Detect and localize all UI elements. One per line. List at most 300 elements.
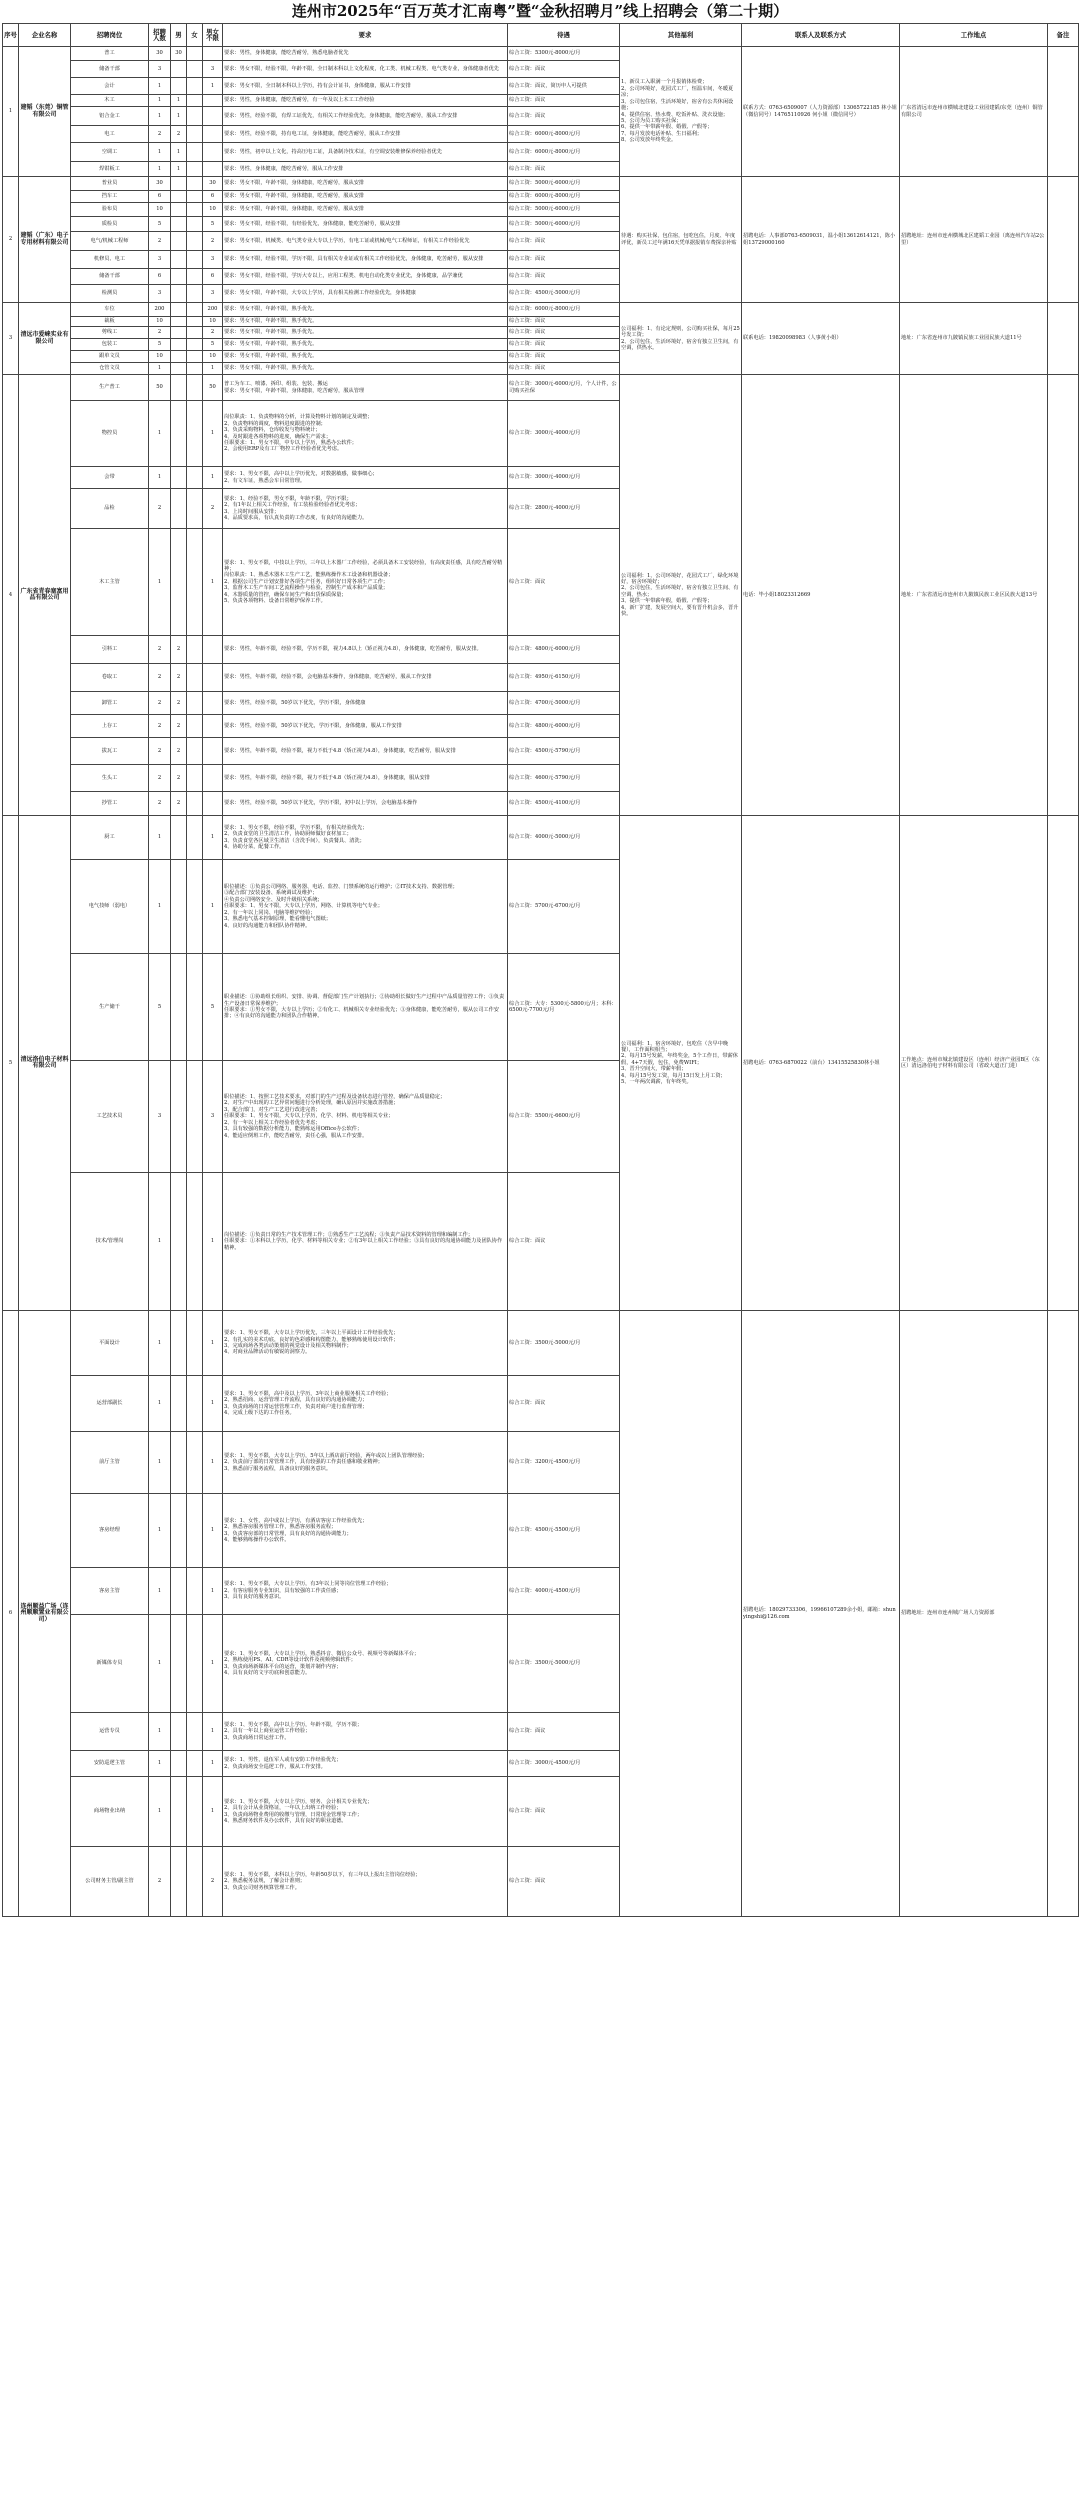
- position-male: 2: [171, 715, 187, 738]
- position-male: [171, 61, 187, 78]
- position-title: 品检: [71, 489, 149, 529]
- position-requirements: 要求：1、男女不限，大专以上学历优先，三年以上平面设计工作经验优先； 2、有扎实的美术功底，良好的色彩感和构图能力，能够熟练使用设计软件； 3、完成商场各类活动策划的视觉设计及相关物料制作； 4、对商业品牌活动有敏锐的洞察力。: [223, 1311, 508, 1376]
- position-title: 商场物业出纳: [71, 1777, 149, 1847]
- position-male: [171, 363, 187, 375]
- position-title: 物控员: [71, 401, 149, 467]
- position-requirements: 要求：男性，年龄不限，经验不限，视力不低于4.8（矫正视力4.8），身体健康，服从安排: [223, 765, 508, 792]
- position-total: 2: [149, 126, 171, 143]
- position-any-gender: 3: [203, 61, 223, 78]
- header-cell-benefits: 其他福利: [620, 24, 742, 47]
- header-cell-female: 女: [187, 24, 203, 47]
- position-requirements: 要求：男女不限，年龄不限，熟手优先。: [223, 351, 508, 363]
- position-title: 卸管工: [71, 692, 149, 715]
- position-female: [187, 232, 203, 251]
- position-total: 1: [149, 1615, 171, 1713]
- position-total: 6: [149, 191, 171, 203]
- position-female: [187, 816, 203, 860]
- position-male: [171, 1568, 187, 1615]
- company-number: 3: [3, 303, 19, 375]
- position-male: 2: [171, 792, 187, 816]
- position-title: 电气/机械工程师: [71, 232, 149, 251]
- position-any-gender: 6: [203, 191, 223, 203]
- position-requirements: 要求：1、男女不限，经验不限，学历不限，有相关经验优先； 2、负责食堂的卫生清洁工作，协助厨师做好食材加工； 3、负责食堂各区域卫生清洁（含洗手间），负责餐具、清洗； 4、协助分菜，配餐工作。: [223, 816, 508, 860]
- position-pay: 综合工资：5500元-6600元/月: [508, 1061, 620, 1173]
- position-pay: 综合工资：面议: [508, 1847, 620, 1917]
- position-any-gender: 1: [203, 816, 223, 860]
- position-requirements: 要求：男性，年龄不限，经验不限，学历不限，视力4.8以上（矫正视力4.8），身体健康，吃苦耐劳，服从安排。: [223, 636, 508, 664]
- position-female: [187, 715, 203, 738]
- position-male: [171, 816, 187, 860]
- position-title: 抄管工: [71, 792, 149, 816]
- position-title: 剪线工: [71, 327, 149, 339]
- table-body: [3, 47, 1079, 1917]
- position-title: 生产普工: [71, 375, 149, 401]
- position-any-gender: 3: [203, 285, 223, 303]
- position-title: 木工主管: [71, 529, 149, 636]
- position-requirements: 要求：男女不限，机械类、电气类专业大专以上学历，有电工证或机械/电气工程师证，有相关工作经验优先: [223, 232, 508, 251]
- position-requirements: 要求：1、男女不限，大专以上学历，熟悉抖音、微信公众号、视频号等新媒体平台； 2、熟练使用PS、AI、CDR等设计软件及视频剪辑软件； 3、负责商场新媒体平台的运营，策划并制作内容； 4、具有良好的文字功底和创意能力。: [223, 1615, 508, 1713]
- position-requirements: 职位描述：1、按照工艺技术要求，对部门的生产过程及设备状态进行管控，确保产品质量稳定； 2、对生产中出现的工艺异常问题进行分析处理，确认原因并实施改善措施； 3、配合部门，对生产工艺进行改进完善； 任职要求：1、男女不限，大专以上学历，化学、材料、机电等相关专业； 2、有一年以上相关工作经验者优先考虑； 3、具有较强的数据分析能力，能熟练运用Office办公软件； 4、能适应倒班工作，能吃苦耐劳，责任心强，服从工作安排。: [223, 1061, 508, 1173]
- table-row: [3, 47, 1079, 61]
- position-pay: 综合工资：面议: [508, 95, 620, 107]
- position-total: 5: [149, 339, 171, 351]
- position-requirements: 要求：1、男女不限，大专以上学历，5年以上酒店前厅经验，两年或以上团队管理经验； 2、负责前厅部的日常管理工作，具有较强的工作责任感和敬业精神； 3、熟悉前厅服务流程，具备良好的服务意识。: [223, 1432, 508, 1494]
- position-requirements: 要求：男女不限，年龄不限，身体健康，吃苦耐劳，服从安排: [223, 177, 508, 191]
- position-female: [187, 47, 203, 61]
- position-male: 2: [171, 126, 187, 143]
- position-total: 3: [149, 251, 171, 269]
- position-total: 1: [149, 143, 171, 162]
- company-remark: [1048, 816, 1079, 1311]
- position-female: [187, 317, 203, 327]
- position-pay: 综合工资：2800元-4000元/月: [508, 489, 620, 529]
- position-any-gender: [203, 636, 223, 664]
- table-row: [3, 375, 1079, 401]
- position-male: [171, 375, 187, 401]
- position-total: 2: [149, 692, 171, 715]
- company-contact: 联系方式：0763-6509007（人力资源部）13065722185 林小姐（微信同号）14765110926 何小姐（微信同号）: [742, 47, 900, 177]
- company-benefits: 公司福利：1、宿舍环境好，包吃住（含早中晚餐），工作面积相当； 2、每月15号发薪，年终奖金，5个工作日，带薪休假，4+7天假，包住，免费WIFI； 3、晋升空间大，带薪年假； 4、每月15号发工资，每月15日发上月工资； 5、一年两次调薪，有年终奖。: [620, 816, 742, 1311]
- position-title: 检测员: [71, 285, 149, 303]
- position-total: 1: [149, 529, 171, 636]
- position-pay: 综合工资：面议: [508, 339, 620, 351]
- position-pay: 综合工资：6000元-8000元/月: [508, 126, 620, 143]
- position-male: [171, 217, 187, 232]
- position-pay: 综合工资：3000元-6000元/月，个人计件，公司购买社保: [508, 375, 620, 401]
- position-female: [187, 401, 203, 467]
- position-title: 引料工: [71, 636, 149, 664]
- position-any-gender: 6: [203, 269, 223, 285]
- position-female: [187, 177, 203, 191]
- company-name: 清远市爱崃实业有限公司: [19, 303, 71, 375]
- position-title: 木工: [71, 95, 149, 107]
- header-cell-total: 招聘人数: [149, 24, 171, 47]
- position-female: [187, 1847, 203, 1917]
- position-total: 1: [149, 1432, 171, 1494]
- header-cell-pay: 待遇: [508, 24, 620, 47]
- company-contact: 电话：毕小姐18023312669: [742, 375, 900, 816]
- position-pay: 综合工资：4000元-5000元/月: [508, 816, 620, 860]
- position-female: [187, 107, 203, 126]
- position-requirements: 要求：男性，身体健康，能吃苦耐劳，熟悉电脑者优先: [223, 47, 508, 61]
- position-pay: 综合工资：4700元-5000元/月: [508, 692, 620, 715]
- position-any-gender: [203, 47, 223, 61]
- position-male: [171, 1751, 187, 1777]
- position-requirements: 要求：男女不限，年龄不限，熟手优先。: [223, 303, 508, 317]
- position-male: [171, 529, 187, 636]
- company-number: 6: [3, 1311, 19, 1917]
- position-total: 2: [149, 738, 171, 765]
- position-total: 2: [149, 232, 171, 251]
- company-number: 5: [3, 816, 19, 1311]
- position-title: 运营部副长: [71, 1376, 149, 1432]
- position-requirements: 要求：男女不限，年龄不限，熟手优先。: [223, 363, 508, 375]
- position-any-gender: 1: [203, 1713, 223, 1751]
- position-any-gender: 2: [203, 489, 223, 529]
- position-pay: 综合工资：4500元-5000元/月: [508, 285, 620, 303]
- company-remark: [1048, 1311, 1079, 1917]
- company-benefits: [620, 1311, 742, 1917]
- position-pay: 综合工资：5000元-6000元/月: [508, 177, 620, 191]
- header-cell-post: 招聘岗位: [71, 24, 149, 47]
- position-any-gender: [203, 738, 223, 765]
- position-total: 2: [149, 715, 171, 738]
- position-male: [171, 401, 187, 467]
- position-male: [171, 327, 187, 339]
- position-male: [171, 1847, 187, 1917]
- company-address: 广东省清远市连州市横城北建设工业园建韬/东莞（连州）铜管有限公司: [900, 47, 1048, 177]
- company-name: 建韬（广东）电子专用材料有限公司: [19, 177, 71, 303]
- position-male: 2: [171, 664, 187, 692]
- position-requirements: 要求：1、男女不限，中技以上学历，三年以上木器厂工作经验，必须具备木工安装经验，有高度责任感，具有吃苦耐劳精神； 岗位职责：1、熟悉木器木工生产工艺，能熟练操作木工设备和机器设备； 2、根据公司生产计划安排好各项生产任务，组织好日常各项生产工作； 3、监督木工生产车间工艺流程操作与检验，控制生产成本和产品质量； 4、木器质量的管控，确保车间生产和出货保质保量； 5、负责各项物料、设备日常维护保养工作。: [223, 529, 508, 636]
- position-requirements: 要求：男女不限，年龄不限，大专以上学历，具有相关检测工作经验优先，身体健康: [223, 285, 508, 303]
- header-cell-requirements: 要求: [223, 24, 508, 47]
- position-male: 1: [171, 95, 187, 107]
- position-title: 验布员: [71, 203, 149, 217]
- position-any-gender: 5: [203, 339, 223, 351]
- position-female: [187, 269, 203, 285]
- table-row: [3, 816, 1079, 860]
- position-any-gender: [203, 765, 223, 792]
- position-requirements: 要求：男女不限，年龄不限，身体健康，吃苦耐劳，服从安排: [223, 191, 508, 203]
- position-total: 1: [149, 363, 171, 375]
- position-any-gender: 1: [203, 1751, 223, 1777]
- position-requirements: 要求：1、男女不限，高中以上学历，年龄不限，学历不限； 2、具有一年以上商业运营工作经验； 3、负责商场日常运营工作。: [223, 1713, 508, 1751]
- position-title: 工艺技术员: [71, 1061, 149, 1173]
- position-female: [187, 1494, 203, 1568]
- position-any-gender: 1: [203, 1615, 223, 1713]
- position-any-gender: 1: [203, 401, 223, 467]
- position-any-gender: [203, 95, 223, 107]
- company-number: 4: [3, 375, 19, 816]
- position-requirements: 要求：1、男女不限，高中以上学历优先，对数据敏感，做事细心； 2、有文车证，熟悉会车目常管理。: [223, 467, 508, 489]
- position-total: 30: [149, 47, 171, 61]
- position-total: 10: [149, 351, 171, 363]
- position-male: [171, 177, 187, 191]
- position-pay: 综合工资：6000元-8000元/月: [508, 191, 620, 203]
- position-pay: 综合工资：4950元-6150元/月: [508, 664, 620, 692]
- position-pay: 综合工资：4500元-5500元/月: [508, 1494, 620, 1568]
- position-total: 2: [149, 792, 171, 816]
- position-requirements: 要求：男性，年龄不限，经验不限，会电脑基本操作，身体健康，吃苦耐劳，服从工作安排: [223, 664, 508, 692]
- position-female: [187, 1432, 203, 1494]
- position-male: [171, 489, 187, 529]
- position-requirements: 要求：男女不限，年龄不限，熟手优先。: [223, 339, 508, 351]
- company-name: 连州顺益广场（连州顺顺置业有限公司）: [19, 1311, 71, 1917]
- position-title: 公司财务主管/副主管: [71, 1847, 149, 1917]
- position-male: [171, 1494, 187, 1568]
- position-pay: 综合工资：4000元-4500元/月: [508, 1568, 620, 1615]
- position-title: 裁板: [71, 317, 149, 327]
- position-title: 平面设计: [71, 1311, 149, 1376]
- position-any-gender: 1: [203, 363, 223, 375]
- position-title: 挡车工: [71, 191, 149, 203]
- company-address: 招聘地址：连州市连州城广场人力资源部: [900, 1311, 1048, 1917]
- position-any-gender: 1: [203, 1777, 223, 1847]
- position-any-gender: 10: [203, 203, 223, 217]
- company-contact: 招聘电话：18029733306，19966107289余小姐，邮箱：shunyingshi@126.com: [742, 1311, 900, 1917]
- position-requirements: 要求：1、男女不限，本科以上学历，年龄50岁以下，有三年以上报出主管岗位经验； 2、熟悉税务法规，了解会计准则； 3、负责公司财务核算管理工作。: [223, 1847, 508, 1917]
- position-male: [171, 1432, 187, 1494]
- position-female: [187, 1376, 203, 1432]
- position-title: 铝合金工: [71, 107, 149, 126]
- position-requirements: 要求：1、经验不限，男女不限，年龄不限，学历不限； 2、有1年以上相关工作经验，有工装检验经验者优先考虑； 3、上岗时间服从安排； 4、品质要求高，有认真负责的工作态度，有良好的沟通能力。: [223, 489, 508, 529]
- position-title: 厨工: [71, 816, 149, 860]
- position-total: 2: [149, 765, 171, 792]
- position-female: [187, 1173, 203, 1311]
- position-total: 5: [149, 217, 171, 232]
- position-any-gender: 5: [203, 217, 223, 232]
- position-any-gender: 2: [203, 232, 223, 251]
- company-contact: 招聘电话：人事部0763-6509031，温小姐13612614121，陈小姐13729000160: [742, 177, 900, 303]
- position-title: 前厅主管: [71, 1432, 149, 1494]
- position-male: [171, 860, 187, 954]
- company-name: 清远洛伯电子材料有限公司: [19, 816, 71, 1311]
- position-male: [171, 269, 187, 285]
- position-title: 运营专员: [71, 1713, 149, 1751]
- company-number: 1: [3, 47, 19, 177]
- position-female: [187, 792, 203, 816]
- position-total: 2: [149, 489, 171, 529]
- position-male: [171, 1061, 187, 1173]
- position-female: [187, 1061, 203, 1173]
- position-requirements: 要求：男性，身体健康，能吃苦耐劳，有一年及以上木工工作经验: [223, 95, 508, 107]
- header-cell-remark: 备注: [1048, 24, 1079, 47]
- position-total: 2: [149, 636, 171, 664]
- position-male: [171, 203, 187, 217]
- position-title: 卷取工: [71, 664, 149, 692]
- position-total: 1: [149, 1494, 171, 1568]
- position-requirements: 要求：男女不限，经验不限，学历不限，具有相关专业证或有相关工作经验优先，身体健康，吃苦耐劳，服从安排: [223, 251, 508, 269]
- position-any-gender: 1: [203, 467, 223, 489]
- position-female: [187, 126, 203, 143]
- position-title: 普业员: [71, 177, 149, 191]
- position-pay: 综合工资：面议: [508, 1376, 620, 1432]
- position-total: 3: [149, 285, 171, 303]
- position-female: [187, 303, 203, 317]
- position-pay: 综合工资：4500元-5790元/月: [508, 738, 620, 765]
- position-title: 机修员、电工: [71, 251, 149, 269]
- company-remark: [1048, 47, 1079, 177]
- position-title: 储备干部: [71, 269, 149, 285]
- position-total: 200: [149, 303, 171, 317]
- position-female: [187, 61, 203, 78]
- position-title: 生产储干: [71, 954, 149, 1061]
- position-female: [187, 191, 203, 203]
- position-total: 1: [149, 860, 171, 954]
- header-cell-no: 序号: [3, 24, 19, 47]
- position-title: 上存工: [71, 715, 149, 738]
- position-requirements: 要求：男性，经验不限，50岁以下优先，学历不限，身体健康，服从工作安排: [223, 715, 508, 738]
- position-total: 1: [149, 401, 171, 467]
- position-title: 仓管文员: [71, 363, 149, 375]
- position-any-gender: 1: [203, 860, 223, 954]
- position-pay: 综合工资：面议: [508, 1713, 620, 1751]
- position-pay: 综合工资：面议: [508, 232, 620, 251]
- position-requirements: 要求：1、男女不限，高中及以上学历，3年以上商业服务相关工作经验； 2、熟悉招商、运营管理工作流程，具有良好的沟通协调能力； 3、负责商场的日常运营管理工作，负责对商户进行监督管理； 4、完成上级下达的工作任务。: [223, 1376, 508, 1432]
- position-female: [187, 95, 203, 107]
- position-pay: 综合工资：3200元-4500元/月: [508, 1432, 620, 1494]
- header-cell-contact: 联系人及联系方式: [742, 24, 900, 47]
- position-male: [171, 467, 187, 489]
- position-pay: 综合工资：3000元-4000元/月: [508, 401, 620, 467]
- position-female: [187, 765, 203, 792]
- position-male: [171, 1311, 187, 1376]
- position-male: [171, 191, 187, 203]
- position-requirements: 要求：1、男女不限，大专以上学历，财务、会计相关专业优先； 2、具有会计从业资格证，一年以上出纳工作经验； 3、负责商场物业费用的收缴与管理，日常现金管理等工作； 4、熟悉财务软件及办公软件，具有良好的职业道德。: [223, 1777, 508, 1847]
- position-any-gender: 200: [203, 303, 223, 317]
- position-any-gender: 1: [203, 78, 223, 95]
- position-any-gender: 1: [203, 1432, 223, 1494]
- position-female: [187, 636, 203, 664]
- position-requirements: 要求：男性，身体健康，能吃苦耐劳，服从工作安排: [223, 162, 508, 177]
- position-title: 焊钳板工: [71, 162, 149, 177]
- position-male: [171, 285, 187, 303]
- position-any-gender: 1: [203, 1173, 223, 1311]
- company-benefits: 1、新员工入职满一个月报销体检费； 2、公司环境好，花园式工厂，恒温车间，冬暖夏凉； 3、公司包住宿，生活环境好，宿舍有公共休闲设施； 4、提供住宿、热水费、吃饭补贴、洗衣设施； 5、公司为员工购买社保； 6、提供一年带薪年假、婚假、产假等； 7、每月发放电话补贴、生日福利； 8、公司发放年终奖金。: [620, 47, 742, 177]
- position-any-gender: 1: [203, 1311, 223, 1376]
- position-total: 3: [149, 61, 171, 78]
- position-female: [187, 285, 203, 303]
- company-contact: 招聘电话：0763-6870022（前台）13415525830林小姐: [742, 816, 900, 1311]
- table-row: [3, 303, 1079, 317]
- position-pay: 综合工资：面议: [508, 327, 620, 339]
- position-pay: 综合工资：5300元-8000元/月: [508, 47, 620, 61]
- position-requirements: 要求：男性，经验不限，有焊工证优先，有相关工作经验优先，身体健康，能吃苦耐劳，服从工作安排: [223, 107, 508, 126]
- position-female: [187, 78, 203, 95]
- position-total: 1: [149, 1713, 171, 1751]
- position-total: 2: [149, 1847, 171, 1917]
- position-pay: 综合工资：5700元-6700元/月: [508, 860, 620, 954]
- position-requirements: 职业描述：①协助组长组织、安排、协调、督促部门生产计划执行；②协助组长做好生产过程中产品质量管控工作；③负责生产设备日常保养维护； 任职要求：①男女不限，大专以上学历；②有化工、机械相关专业经验优先；③身体健康，能吃苦耐劳，服从公司工作安排；④有良好的沟通能力和团队合作精神。: [223, 954, 508, 1061]
- position-total: 2: [149, 664, 171, 692]
- position-pay: 综合工资：面议: [508, 1777, 620, 1847]
- position-any-gender: [203, 715, 223, 738]
- position-total: 3: [149, 1061, 171, 1173]
- position-pay: 综合工资：大专：5300元-5800元/月；本科：6500元-7700元/月: [508, 954, 620, 1061]
- position-any-gender: 1: [203, 1568, 223, 1615]
- position-pay: 综合工资：6000元-8000元/月: [508, 303, 620, 317]
- position-female: [187, 529, 203, 636]
- position-requirements: 要求：男女不限，经验不限，年龄不限，全日制本科以上文化程度，化工类、机械工程类、电气类专业，身体健康者优先: [223, 61, 508, 78]
- position-female: [187, 664, 203, 692]
- position-requirements: 要求：男性，初中以上文化，持高压电工证，具备制冷技术证，有空调安装维修保养经验者优先: [223, 143, 508, 162]
- position-requirements: 岗位描述：①负责日常的生产技术管理工作；②熟悉生产工艺流程；③负责产品技术资料的管理和编制工作； 任职要求：①本科以上学历，化学、材料等相关专业；②有3年以上相关工作经验；③具有良好的沟通协调能力及团队协作精神。: [223, 1173, 508, 1311]
- position-male: [171, 1615, 187, 1713]
- position-any-gender: [203, 792, 223, 816]
- position-male: 2: [171, 765, 187, 792]
- position-female: [187, 339, 203, 351]
- position-pay: 综合工资：面议: [508, 61, 620, 78]
- position-total: 50: [149, 375, 171, 401]
- position-female: [187, 1615, 203, 1713]
- position-total: 1: [149, 1376, 171, 1432]
- position-pay: 综合工资：3500元-5000元/月: [508, 1615, 620, 1713]
- position-any-gender: 3: [203, 251, 223, 269]
- position-pay: 综合工资：面议，简历申人可提供: [508, 78, 620, 95]
- position-pay: 综合工资：面议: [508, 251, 620, 269]
- position-female: [187, 738, 203, 765]
- position-title: 客房经理: [71, 1494, 149, 1568]
- position-any-gender: 5: [203, 954, 223, 1061]
- company-address: 工作地点：连州市城北镇建设区（连州）经济产业园B区（东区）清远洛伯电子材料有限公司（省政大道正门进）: [900, 816, 1048, 1311]
- position-title: 新媒体专员: [71, 1615, 149, 1713]
- company-remark: [1048, 303, 1079, 375]
- position-pay: 综合工资：面议: [508, 162, 620, 177]
- position-female: [187, 162, 203, 177]
- company-name: 建韬（东莞）铜管有限公司: [19, 47, 71, 177]
- position-total: 1: [149, 1311, 171, 1376]
- position-requirements: 普工为车工、喷漆、拆印、组装、包装、搬运 要求：男女不限，年龄不限，身体健康，吃苦耐劳，服从管理: [223, 375, 508, 401]
- position-requirements: 要求：男性，经验不限，50岁以下优先，学历不限，身体健康: [223, 692, 508, 715]
- position-any-gender: 50: [203, 375, 223, 401]
- position-male: [171, 232, 187, 251]
- position-title: 车位: [71, 303, 149, 317]
- position-title: 会计: [71, 78, 149, 95]
- position-pay: 综合工资：5000元-6000元/月: [508, 203, 620, 217]
- position-male: [171, 78, 187, 95]
- position-total: 10: [149, 317, 171, 327]
- position-female: [187, 1311, 203, 1376]
- company-name: 广东省青春塞富用品有限公司: [19, 375, 71, 816]
- table-row: [3, 177, 1079, 191]
- position-male: [171, 351, 187, 363]
- position-any-gender: 30: [203, 177, 223, 191]
- position-title: 包装工: [71, 339, 149, 351]
- company-remark: [1048, 177, 1079, 303]
- company-benefits: 待遇：购买社保，包住宿，包吃包住，月度、年度评优，新员工过年满16天凭单据报销车费探亲补贴: [620, 177, 742, 303]
- position-pay: 综合工资：面议: [508, 363, 620, 375]
- position-any-gender: [203, 107, 223, 126]
- company-contact: 联系电话：19820098983（人事黄小姐）: [742, 303, 900, 375]
- position-total: 1: [149, 95, 171, 107]
- table-row: [3, 1311, 1079, 1376]
- position-pay: 综合工资：面议: [508, 351, 620, 363]
- position-requirements: 要求：男女不限，年龄不限，熟手优先。: [223, 317, 508, 327]
- position-title: 普工: [71, 47, 149, 61]
- position-requirements: 要求：1、男性，退伍军人或有安防工作经验优先； 2、负责商场安全巡逻工作，服从工作安排。: [223, 1751, 508, 1777]
- position-male: [171, 1376, 187, 1432]
- position-female: [187, 143, 203, 162]
- position-male: [171, 1713, 187, 1751]
- position-pay: 综合工资：4800元-6000元/月: [508, 636, 620, 664]
- position-female: [187, 1751, 203, 1777]
- header-cell-male: 男: [171, 24, 187, 47]
- position-total: 1: [149, 78, 171, 95]
- position-title: 电气技师（弱电）: [71, 860, 149, 954]
- position-title: 会带: [71, 467, 149, 489]
- position-male: [171, 339, 187, 351]
